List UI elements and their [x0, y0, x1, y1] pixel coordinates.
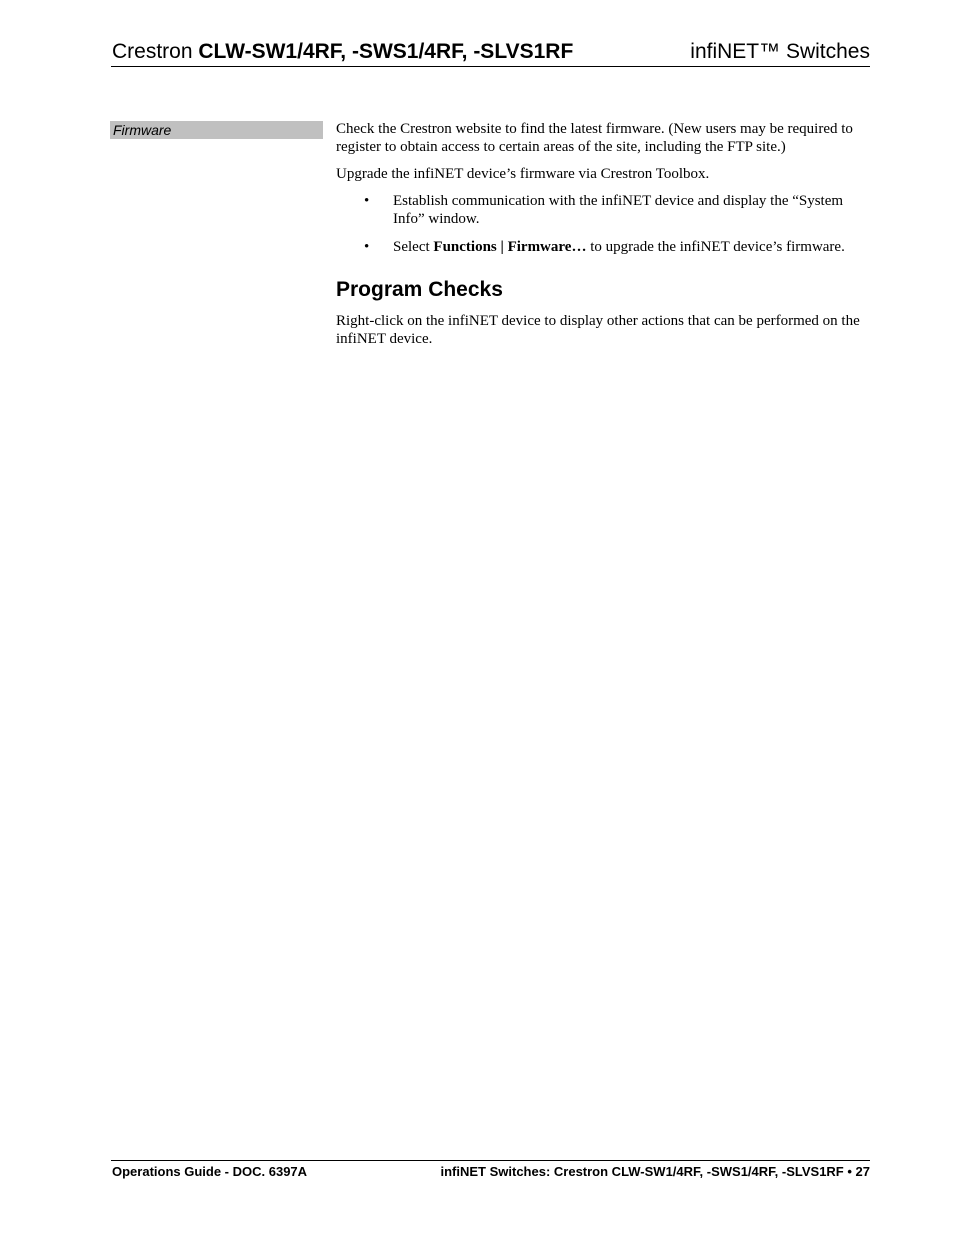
step-prefix: Select	[393, 239, 434, 255]
page-header	[111, 38, 870, 67]
list-item	[336, 192, 871, 228]
step-suffix: to upgrade the infiNET device’s firmware.	[586, 239, 845, 255]
list-item	[336, 238, 871, 256]
bullet-icon: •	[364, 239, 370, 255]
firmware-steps-list	[336, 192, 871, 256]
side-heading-firmware	[110, 121, 323, 139]
list-item-text	[393, 239, 845, 255]
section-title-program-checks: Program Checks	[336, 278, 503, 301]
firmware-paragraph-2: Upgrade the infiNET device’s firmware via Crestron Toolbox.	[336, 166, 710, 182]
main-content	[336, 120, 871, 357]
menu-functions: Functions	[433, 239, 497, 255]
bullet-icon: •	[364, 193, 370, 209]
menu-firmware: Firmware…	[507, 239, 587, 255]
footer-page-info: infiNET Switches: Crestron CLW-SW1/4RF, -SWS1/4RF, -SLVS1RF • 27	[440, 1164, 870, 1179]
page-footer	[111, 1160, 870, 1179]
menu-separator: |	[496, 239, 508, 255]
header-models: CLW-SW1/4RF, -SWS1/4RF, -SLVS1RF	[198, 40, 574, 63]
program-checks-paragraph: Right-click on the infiNET device to display other actions that can be performed on the infiNET device.	[336, 313, 860, 347]
side-heading-label: Firmware	[113, 122, 172, 138]
header-product-line: infiNET™ Switches	[690, 40, 870, 63]
header-brand: Crestron	[112, 40, 193, 63]
header-title	[112, 38, 573, 66]
firmware-paragraph-1: Check the Crestron website to find the latest firmware. (New users may be required to register to obtain access to certain areas of the site, including the FTP site.)	[336, 121, 853, 155]
list-item-text: Establish communication with the infiNET device and display the “System Info” window.	[393, 193, 844, 227]
footer-doc-id: Operations Guide - DOC. 6397A	[112, 1164, 308, 1179]
